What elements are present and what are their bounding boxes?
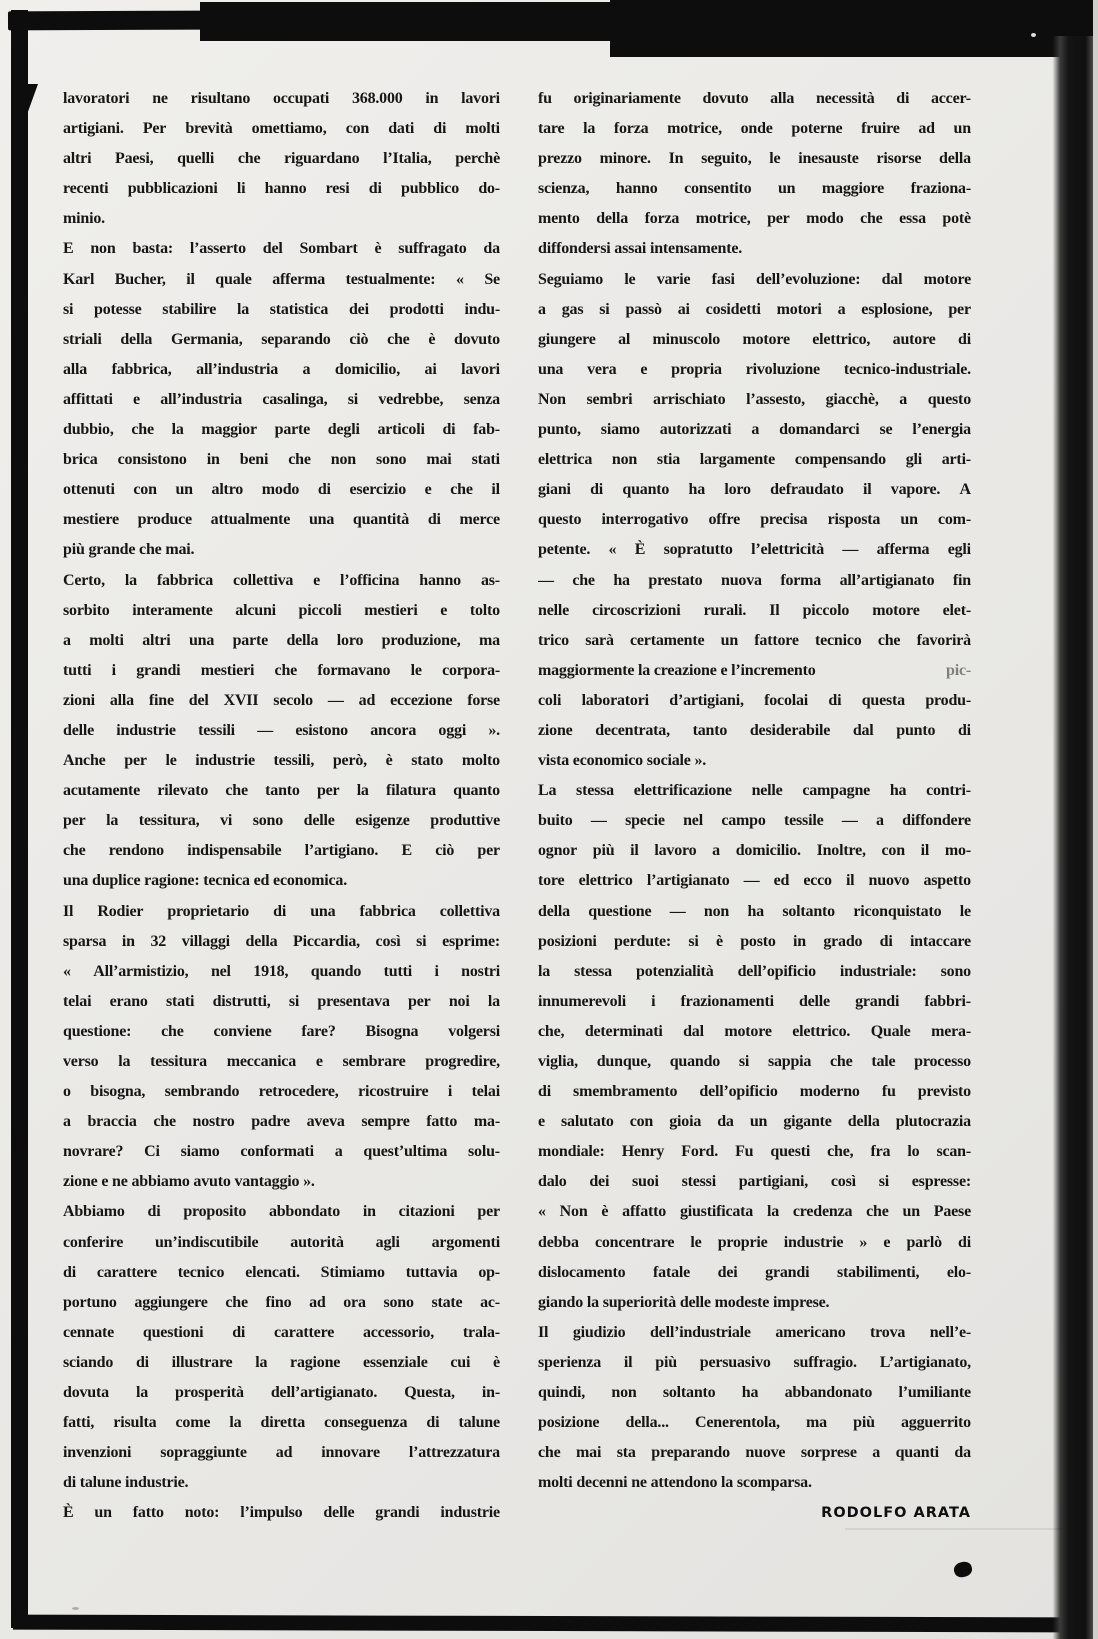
text-line: invenzioni sopraggiunte ad innovare l’attrezzatura	[63, 1444, 500, 1462]
text-line: verso la tessitura meccanica e sembrare progredire,	[63, 1053, 500, 1070]
text-line: zione decentrata, tanto desiderabile dal punto di	[538, 721, 971, 739]
left-text-column	[63, 84, 500, 1529]
text-line: brica consistono in beni che non sono mai stati	[63, 451, 500, 469]
text-line: prezzo minore. In seguito, le inesauste risorse della	[538, 150, 971, 168]
text-line: maggiormente la creazione e l’incremento pic-	[538, 661, 971, 679]
text-line: che mai sta preparando nuove sorprese a quanti da	[538, 1444, 971, 1462]
text-line: di talune industrie.	[63, 1474, 189, 1492]
text-line: lavoratori ne risultano occupati 368.000 in lavori	[63, 90, 500, 107]
text-line: La stessa elettrificazione nelle campagne ha contri-	[538, 782, 971, 800]
text-line: dislocamento fatale dei grandi stabilimenti, elo-	[538, 1263, 971, 1281]
text-line: mondiale: Henry Ford. Fu questi che, fra lo scan-	[538, 1143, 971, 1161]
text-line: di smembramento dell’opificio moderno fu previsto	[538, 1083, 971, 1101]
text-line: striali della Germania, separando ciò che è dovuto	[63, 330, 500, 348]
text-line: sciando di illustrare la ragione essenziale cui è	[63, 1353, 500, 1371]
text-line: artigiani. Per brevità omettiamo, con dati di molti	[63, 120, 500, 138]
text-line: giungere al minuscolo motore elettrico, autore di	[538, 330, 971, 348]
text-line: una vera e propria rivoluzione tecnico-industriale.	[538, 360, 971, 378]
text-line: Karl Bucher, il quale afferma testualmente: « Se	[63, 270, 500, 288]
text-line: giando la superiorità delle modeste imprese.	[538, 1293, 830, 1311]
text-line: questione: che conviene fare? Bisogna volgersi	[63, 1022, 500, 1040]
text-line: vista economico sociale ».	[538, 752, 707, 770]
text-line: « Non è affatto giustificata la credenza che un Paese	[538, 1203, 971, 1221]
text-line: posizioni perdute: si è posto in grado di intaccare	[538, 932, 971, 950]
text-line: debba concentrare le proprie industrie » e parlò di	[538, 1233, 971, 1251]
text-line: e salutato con gioia da un gigante della plutocrazia	[538, 1113, 971, 1131]
text-line: sparsa in 32 villaggi della Piccardia, così si esprime:	[63, 932, 500, 950]
text-line: conferire un’indiscutibile autorità agli argomenti	[63, 1233, 500, 1251]
text-line: una duplice ragione: tecnica ed economica.	[63, 872, 348, 890]
scan-edge-bottom-bar	[13, 1615, 1065, 1633]
text-line: dovuta la prosperità dell’artigianato. Questa, in-	[63, 1384, 500, 1402]
text-line: tare la forza motrice, onde poterne fruire ad un	[538, 120, 971, 138]
author-signature: RODOLFO ARATA	[821, 1505, 971, 1522]
text-line: « All’armistizio, nel 1918, quando tutti i nostri	[63, 962, 500, 980]
text-line: cennate questioni di carattere accessorio, trala-	[63, 1323, 500, 1341]
text-line: a braccia che nostro padre aveva sempre fatto ma-	[63, 1113, 500, 1131]
text-line: E non basta: l’asserto del Sombart è suffragato da	[63, 240, 500, 258]
text-line: a molti altri una parte della loro produzione, ma	[63, 631, 500, 649]
text-line: ognor più il lavoro a domicilio. Inoltre, con il mo-	[538, 842, 971, 860]
text-line: scienza, hanno consentito un maggiore fraziona-	[538, 180, 971, 198]
text-line: che, determinati dal motore elettrico. Quale mera-	[538, 1022, 971, 1040]
text-line: novrare? Ci siamo conformati a quest’ultima solu-	[63, 1143, 500, 1161]
text-line: mento della forza motrice, per modo che essa potè	[538, 210, 971, 228]
scan-edge-top-left-mark	[8, 11, 204, 31]
text-line: giani di quanto ha loro defraudato il vapore. A	[538, 481, 971, 499]
text-line: dubbio, che la maggior parte degli articoli di fab-	[63, 421, 500, 439]
text-line: delle industrie tessili — esistono ancora oggi ».	[63, 721, 500, 739]
text-line: ottenuti con un altro modo di esercizio e che il	[63, 481, 500, 499]
text-line: o bisogna, sembrando retrocedere, ricostruire i telai	[63, 1083, 500, 1101]
text-line: questo interrogativo offre precisa risposta un com-	[538, 511, 971, 529]
text-line: posizione della... Cenerentola, ma più agguerrito	[538, 1414, 971, 1432]
text-line: affittati e all’industria casalinga, si vedrebbe, senza	[63, 390, 500, 408]
text-line: per la tessitura, vi sono delle esigenze produttive	[63, 812, 500, 830]
text-line: recenti pubblicazioni li hanno resi di pubblico do-	[63, 180, 500, 198]
text-line: tore elettrico l’artigianato — ed ecco il nuovo aspetto	[538, 872, 971, 890]
text-line: minio.	[63, 210, 105, 228]
text-line: Abbiamo di proposito abbondato in citazioni per	[63, 1203, 500, 1221]
text-line: acutamente rilevato che tanto per la filatura quanto	[63, 782, 500, 800]
text-line: buito — specie nel campo tessile — a diffondere	[538, 812, 971, 830]
text-line: punto, siamo autorizzati a domandarci se l’energia	[538, 421, 971, 439]
ink-blob-mark	[952, 1560, 973, 1579]
text-line: telai erano stati distrutti, si presentava per noi la	[63, 992, 500, 1010]
text-line: petente. « È sopratutto l’elettricità — afferma egli	[538, 541, 971, 559]
text-line: Il giudizio dell’industriale americano trova nell’e-	[538, 1323, 971, 1341]
text-line: viglia, dunque, quando si sappia che tale processo	[538, 1053, 971, 1070]
text-line: elettrica non stia largamente compensando gli arti-	[538, 451, 971, 469]
text-line: fatti, risulta come la diretta conseguenza di talune	[63, 1414, 500, 1432]
text-line: coli laboratori d’artigiani, focolai di questa produ-	[538, 691, 971, 709]
scan-dust-dot	[1031, 33, 1036, 37]
text-line: diffondersi assai intensamente.	[538, 240, 743, 258]
text-line: Il Rodier proprietario di una fabbrica collettiva	[63, 902, 500, 920]
text-line: mestiere produce attualmente una quantità di merce	[63, 511, 500, 529]
text-line: quindi, non soltanto ha abbandonato l’umiliante	[538, 1384, 971, 1402]
text-line: — che ha prestato nuova forma all’artigianato fin	[538, 571, 971, 589]
text-line: Certo, la fabbrica collettiva e l’officina hanno as-	[63, 571, 500, 589]
text-line: fu originariamente dovuto alla necessità di accer-	[538, 90, 971, 107]
text-line: Anche per le industrie tessili, però, è stato molto	[63, 752, 500, 770]
text-line: tutti i grandi mestieri che formavano le corpora-	[63, 661, 500, 679]
text-line: zioni alla fine del XVII secolo — ad eccezione forse	[63, 691, 500, 709]
text-line: trico sarà certamente un fattore tecnico che favorirà	[538, 631, 971, 649]
text-line: innumerevoli i frazionamenti delle grandi fabbri-	[538, 992, 971, 1010]
text-line: si potesse stabilire la statistica dei prodotti indu-	[63, 300, 500, 318]
scan-edge-left-bar	[11, 10, 28, 1628]
text-line: di carattere tecnico elencati. Stimiamo tuttavia op-	[63, 1263, 500, 1281]
scan-dust-speck	[72, 1607, 79, 1610]
text-line: Seguiamo le varie fasi dell’evoluzione: dal motore	[538, 270, 971, 288]
right-text-column	[538, 84, 971, 1529]
text-line: altri Paesi, quelli che riguardano l’Italia, perchè	[63, 150, 500, 168]
text-line: della questione — non ha soltanto riconquistato le	[538, 902, 971, 920]
text-line: sperienza il più persuasivo suffragio. L’artigianato,	[538, 1353, 971, 1371]
text-line: È un fatto noto: l’impulso delle grandi industrie	[63, 1504, 500, 1522]
text-line: più grande che mai.	[63, 541, 195, 559]
text-line: zione e ne abbiamo avuto vantaggio ».	[63, 1173, 315, 1191]
text-line: molti decenni ne attendono la scomparsa.	[538, 1474, 812, 1492]
text-line: che rendono indispensabile l’artigiano. E ciò per	[63, 842, 500, 860]
text-line: a gas si passò ai cosidetti motori a esplosione, per	[538, 300, 971, 318]
text-line: la stessa potenzialità dell’opificio industriale: sono	[538, 962, 971, 980]
text-line: sorbito interamente alcuni piccoli mestieri e tolto	[63, 601, 500, 619]
text-line: alla fabbrica, all’industria a domicilio, ai lavori	[63, 360, 500, 378]
scan-edge-top-band	[610, 0, 1093, 57]
paper-crease	[845, 1528, 1063, 1530]
text-line: dalo dei suoi stessi partigiani, così si espresse:	[538, 1173, 971, 1191]
text-line: nelle circoscrizioni rurali. Il piccolo motore elet-	[538, 601, 971, 619]
text-line: Non sembri arrischiato l’assesto, giacchè, a questo	[538, 390, 971, 408]
text-line: portuno aggiungere che fino ad ora sono state ac-	[63, 1293, 500, 1311]
scan-edge-right-margin	[1093, 0, 1098, 1639]
scan-edge-right-shadow	[1046, 36, 1093, 1639]
